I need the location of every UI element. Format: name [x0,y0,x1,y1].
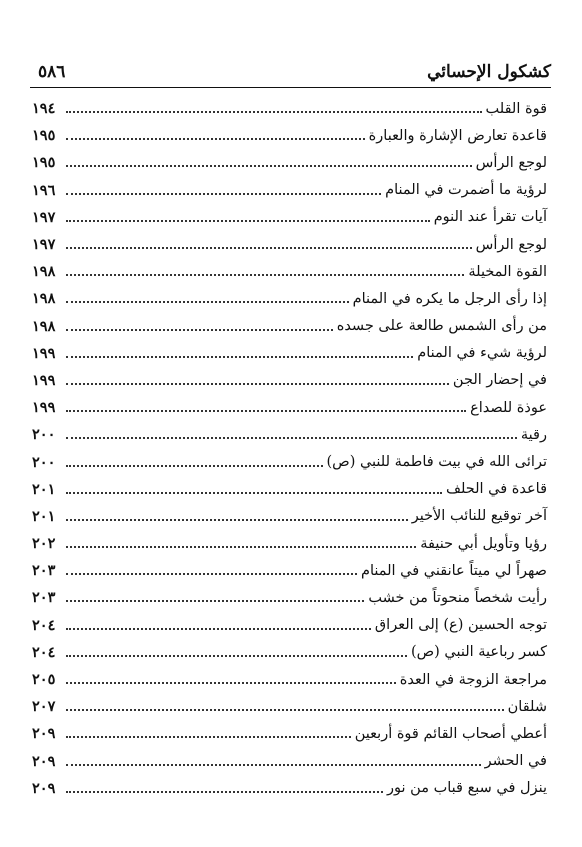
toc-entry-page: ٢٠٤ [32,643,56,661]
toc-entry-title: رأيت شخصاً منحوتاً من خشب [368,589,547,606]
toc-entry [30,720,551,747]
toc-entry-page: ٢٠٣ [32,589,56,607]
toc-entry-title: القوة المخيلة [468,263,547,280]
toc-entry [30,367,551,394]
toc-entry-page: ١٩٤ [32,100,56,118]
toc-entry [30,421,551,448]
toc-entry [30,149,551,176]
dot-leader [66,356,413,358]
toc-entry [30,476,551,503]
toc-entry-title: مراجعة الزوجة في العدة [399,671,547,688]
toc-entry-page: ١٩٦ [32,181,56,199]
toc-entry-page: ٢٠٢ [32,535,56,553]
toc-entry [30,394,551,421]
dot-leader [66,736,351,738]
toc-entry-page: ٢٠٩ [32,779,56,797]
toc-entry [30,557,551,584]
toc-entry-page: ٢٠٥ [32,671,56,689]
toc-entry [30,693,551,720]
dot-leader [66,546,416,548]
toc-entry-title: قاعدة في الحلف [445,481,547,498]
toc-entry-title: ينزل في سبع قباب من نور [387,780,547,797]
dot-leader [66,111,482,113]
toc-entry-title: شلقان [507,698,547,715]
dot-leader [66,628,371,630]
dot-leader [66,492,442,494]
toc-entry [30,584,551,611]
toc-entry-page: ١٩٨ [32,290,56,308]
toc-entry-title: كسر رباعية النبي (ص) [410,644,547,661]
toc-entry-title: من رأى الشمس طالعة على جسده [336,318,547,335]
toc-entry-page: ٢٠٣ [32,562,56,580]
dot-leader [66,600,364,602]
toc-entry-title: لرؤية ما أضمرت في المنام [385,182,547,199]
toc-entry-page: ١٩٩ [32,399,56,417]
dot-leader [66,383,449,385]
toc-entry-title: أعطي أصحاب القائم قوة أربعين [354,725,547,742]
toc-entry-page: ٢٠٠ [32,453,56,471]
toc-entry-page: ٢٠٤ [32,616,56,634]
toc-entry-title: في الحشر [484,753,547,770]
dot-leader [66,138,365,140]
running-header [30,62,551,84]
toc-entry [30,503,551,530]
toc-entry [30,122,551,149]
toc-entry [30,530,551,557]
dot-leader [66,791,383,793]
toc-entry [30,448,551,475]
toc-entry [30,313,551,340]
toc-entry [30,95,551,122]
running-title: كشكول الإحسائي [427,62,551,82]
toc-entry-page: ٢٠١ [32,507,56,525]
toc-entry-title: توجه الحسين (ع) إلى العراق [374,617,547,634]
toc-entry-title: ترائى الله في بيت فاطمة للنبي (ص) [326,454,547,471]
dot-leader [66,655,407,657]
dot-leader [66,165,472,167]
dot-leader [66,247,472,249]
toc-entry-page: ٢٠١ [32,480,56,498]
toc-entry [30,775,551,802]
toc-entry-title: صهراً لي ميتاً عانقني في المنام [360,562,547,579]
toc-entry-page: ٢٠٧ [32,698,56,716]
toc-entry [30,748,551,775]
toc-entry-title: آيات تقرأ عند النوم [433,209,547,226]
toc-entry-page: ٢٠٩ [32,752,56,770]
toc-entry-title: عوذة للصداع [470,399,547,416]
page-number: ٥٨٦ [38,62,66,82]
dot-leader [66,274,464,276]
toc-entry [30,666,551,693]
dot-leader [66,519,408,521]
toc-entry-title: قوة القلب [485,100,547,117]
toc-entry-title: رؤيا وتأويل أبي حنيفة [420,535,547,552]
toc-entry-title: آخر توقيع للنائب الأخير [411,508,547,525]
toc-entry-title: رقية [520,426,547,443]
toc-entry [30,285,551,312]
toc-entry-title: في إحضار الجن [452,372,547,389]
toc-entry [30,177,551,204]
toc-entry-page: ١٩٨ [32,317,56,335]
toc-entry [30,204,551,231]
dot-leader [66,709,504,711]
dot-leader [66,301,349,303]
toc-entry-page: ١٩٩ [32,344,56,362]
toc-entry-page: ١٩٥ [32,127,56,145]
toc-entry-title: لوجع الرأس [475,236,547,253]
toc-entry-title: قاعدة تعارض الإشارة والعبارة [368,127,547,144]
table-of-contents [30,95,551,802]
toc-entry-page: ١٩٩ [32,371,56,389]
toc-entry [30,612,551,639]
toc-entry [30,231,551,258]
toc-entry [30,258,551,285]
dot-leader [66,682,396,684]
toc-entry-title: لرؤية شيء في المنام [417,345,547,362]
dot-leader [66,465,323,467]
dot-leader [66,329,333,331]
dot-leader [66,573,357,575]
toc-entry [30,340,551,367]
toc-entry-page: ١٩٨ [32,263,56,281]
dot-leader [66,437,517,439]
dot-leader [66,220,430,222]
header-rule [30,87,551,88]
toc-entry-page: ٢٠٩ [32,725,56,743]
toc-entry-page: ١٩٧ [32,208,56,226]
toc-entry-title: لوجع الرأس [475,154,547,171]
dot-leader [66,764,481,766]
dot-leader [66,193,381,195]
dot-leader [66,410,466,412]
toc-entry-page: ٢٠٠ [32,426,56,444]
toc-entry [30,639,551,666]
toc-entry-title: إذا رأى الرجل ما يكره في المنام [352,290,547,307]
toc-entry-page: ١٩٧ [32,236,56,254]
toc-entry-page: ١٩٥ [32,154,56,172]
